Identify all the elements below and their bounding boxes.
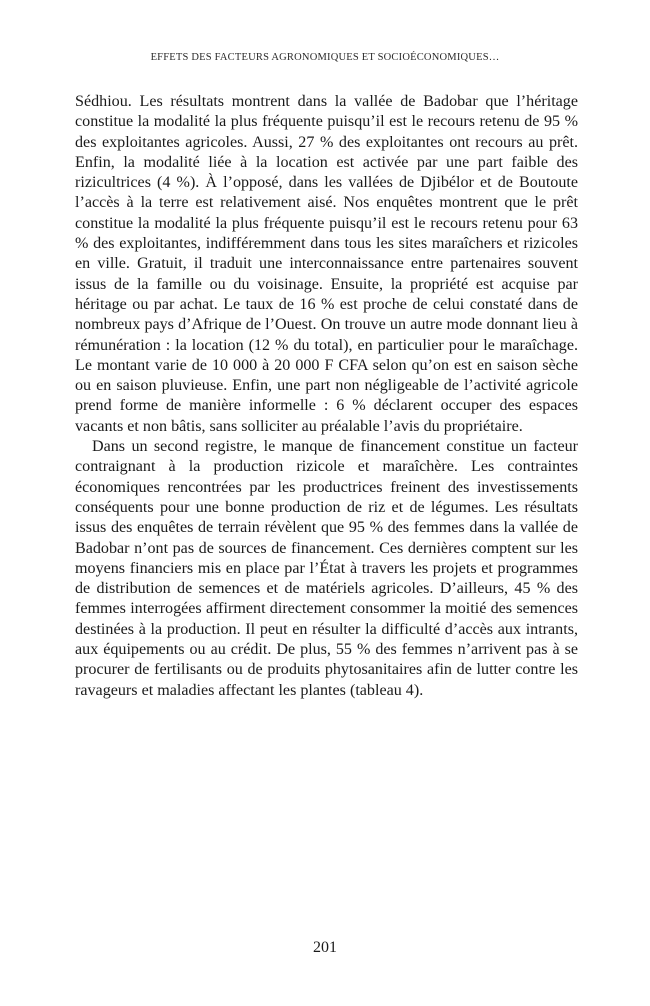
paragraph-financing: Dans un second registre, le manque de financement constitue un facteur contraignant à la production rizicole et maraîchère. Les contraintes économiques rencontrées par les productrices freinent des investissements conséquents pour une bonne production de riz et de légumes. Les résultats issus des enquêtes de terrain révèlent que 95 % des femmes dans la vallée de Badobar n’ont pas de sources de financement. Ces dernières comptent sur les moyens financiers mis en place par l’État à travers les projets et programmes de distribution de semences et de matériels agricoles. D’ailleurs, 45 % des femmes interrogées affirment directement consommer la moitié des semences destinées à la production. Il peut en résulter la difficulté d’accès aux intrants, aux équipements ou au crédit. De plus, 55 % des femmes n’arrivent pas à se procurer de fertilisants ou de produits phytosanitaires afin de lutter contre les ravageurs et maladies affectant les plantes (tableau 4). <box>75 438 578 699</box>
running-head: EFFETS DES FACTEURS AGRONOMIQUES ET SOCIOÉCONOMIQUES… <box>150 52 500 63</box>
body-text <box>75 92 578 701</box>
page-number: 201 <box>313 939 337 956</box>
paragraph-continuation: Sédhiou. Les résultats montrent dans la vallée de Badobar que l’héritage constitue la modalité la plus fréquente puisqu’il est le recours retenu de 95 % des exploitantes agricoles. Aussi, 27 % des exploitantes ont recours au prêt. Enfin, la modalité liée à la location est activée par une part faible des rizicultrices (4 %). À l’opposé, dans les vallées de Djibélor et de Boutoute l’accès à la terre est relativement aisé. Nos enquêtes montrent que le prêt constitue la modalité la plus fréquente puisqu’il est le recours retenu pour 63 % des exploitantes, indifféremment dans tous les sites maraîchers et rizicoles en ville. Gratuit, il traduit une interconnaissance entre partenaires souvent issus de la famille ou du voisinage. Ensuite, la propriété est acquise par héritage ou par achat. Le taux de 16 % est proche de celui constaté dans de nombreux pays d’Afrique de l’Ouest. On trouve un autre mode donnant lieu à rémunération : la location (12 % du total), en particulier pour le maraîchage. Le montant varie de 10 000 à 20 000 F CFA selon qu’on est en saison sèche ou en saison pluvieuse. Enfin, une part non négligeable de l’activité agricole prend forme de manière informelle : 6 % déclarent occuper des espaces vacants et non bâtis, sans solliciter au préalable l’avis du propriétaire. <box>75 93 578 435</box>
